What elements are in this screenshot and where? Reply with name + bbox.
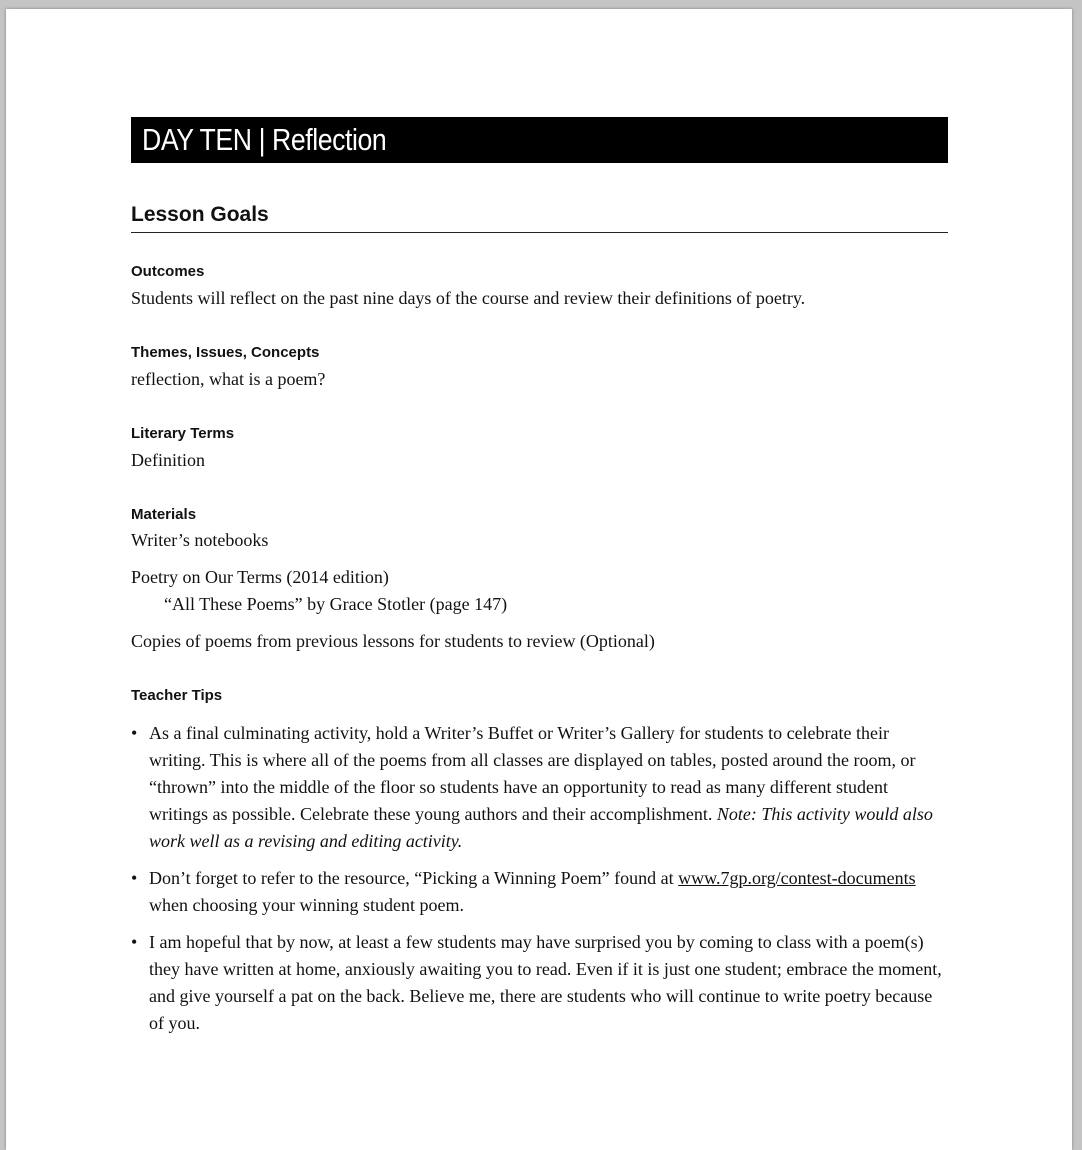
tip-1-note: Note: This activity would also work well as a revising and editing activity. bbox=[149, 804, 933, 851]
teacher-tip-2 bbox=[131, 865, 948, 919]
literary-terms-label: Literary Terms bbox=[131, 425, 235, 442]
materials-label: Materials bbox=[131, 506, 197, 523]
bullet-marker: • bbox=[131, 932, 138, 952]
teacher-tip-3 bbox=[131, 929, 948, 1037]
materials-item-notebooks: Writer’s notebooks bbox=[131, 530, 269, 550]
materials-item-poetry-book: Poetry on Our Terms (2014 edition) bbox=[131, 567, 389, 587]
tip-1-text: As a final culminating activity, hold a Writer’s Buffet or Writer’s Gallery for students to celebrate their writing. This is where all of the poems from all classes are displayed on tables, posted around the room, or “thrown” into the middle of the floor so students have an opportunity to read as many different student writings as possible. Celebrate these young authors and their accomplishment. bbox=[149, 723, 916, 824]
themes-label: Themes, Issues, Concepts bbox=[131, 344, 320, 361]
bullet-marker: • bbox=[131, 868, 138, 888]
page-content bbox=[131, 117, 948, 1047]
lesson-goals-heading: Lesson Goals bbox=[131, 202, 948, 233]
teacher-tips-label: Teacher Tips bbox=[131, 687, 223, 704]
day-title: DAY TEN | Reflection bbox=[142, 122, 387, 157]
tip-3-text: I am hopeful that by now, at least a few students may have surprised you by coming to class with a poem(s) they have written at home, anxiously awaiting you to read. Even if it is just one student; embrace the moment, and give yourself a pat on the back. Believe me, there are students who will continue to write poetry because of you. bbox=[149, 932, 942, 1033]
outcomes-text: Students will reflect on the past nine days of the course and review their definitions of poetry. bbox=[131, 288, 806, 308]
contest-documents-link[interactable]: www.7gp.org/contest-documents bbox=[678, 868, 916, 888]
teacher-tips-list bbox=[131, 720, 948, 1037]
literary-terms-text: Definition bbox=[131, 450, 205, 470]
day-title-bar bbox=[131, 117, 948, 163]
teacher-tip-1 bbox=[131, 720, 948, 855]
materials-item-poem-reference: “All These Poems” by Grace Stotler (page 147) bbox=[164, 594, 508, 614]
tip-2-text-after: when choosing your winning student poem. bbox=[149, 895, 464, 915]
document-page bbox=[6, 9, 1072, 1150]
tip-2-text-before: Don’t forget to refer to the resource, “Picking a Winning Poem” found at bbox=[149, 868, 679, 888]
materials-item-copies: Copies of poems from previous lessons for students to review (Optional) bbox=[131, 631, 655, 651]
outcomes-label: Outcomes bbox=[131, 263, 205, 280]
bullet-marker: • bbox=[131, 723, 138, 743]
themes-text: reflection, what is a poem? bbox=[131, 369, 326, 389]
